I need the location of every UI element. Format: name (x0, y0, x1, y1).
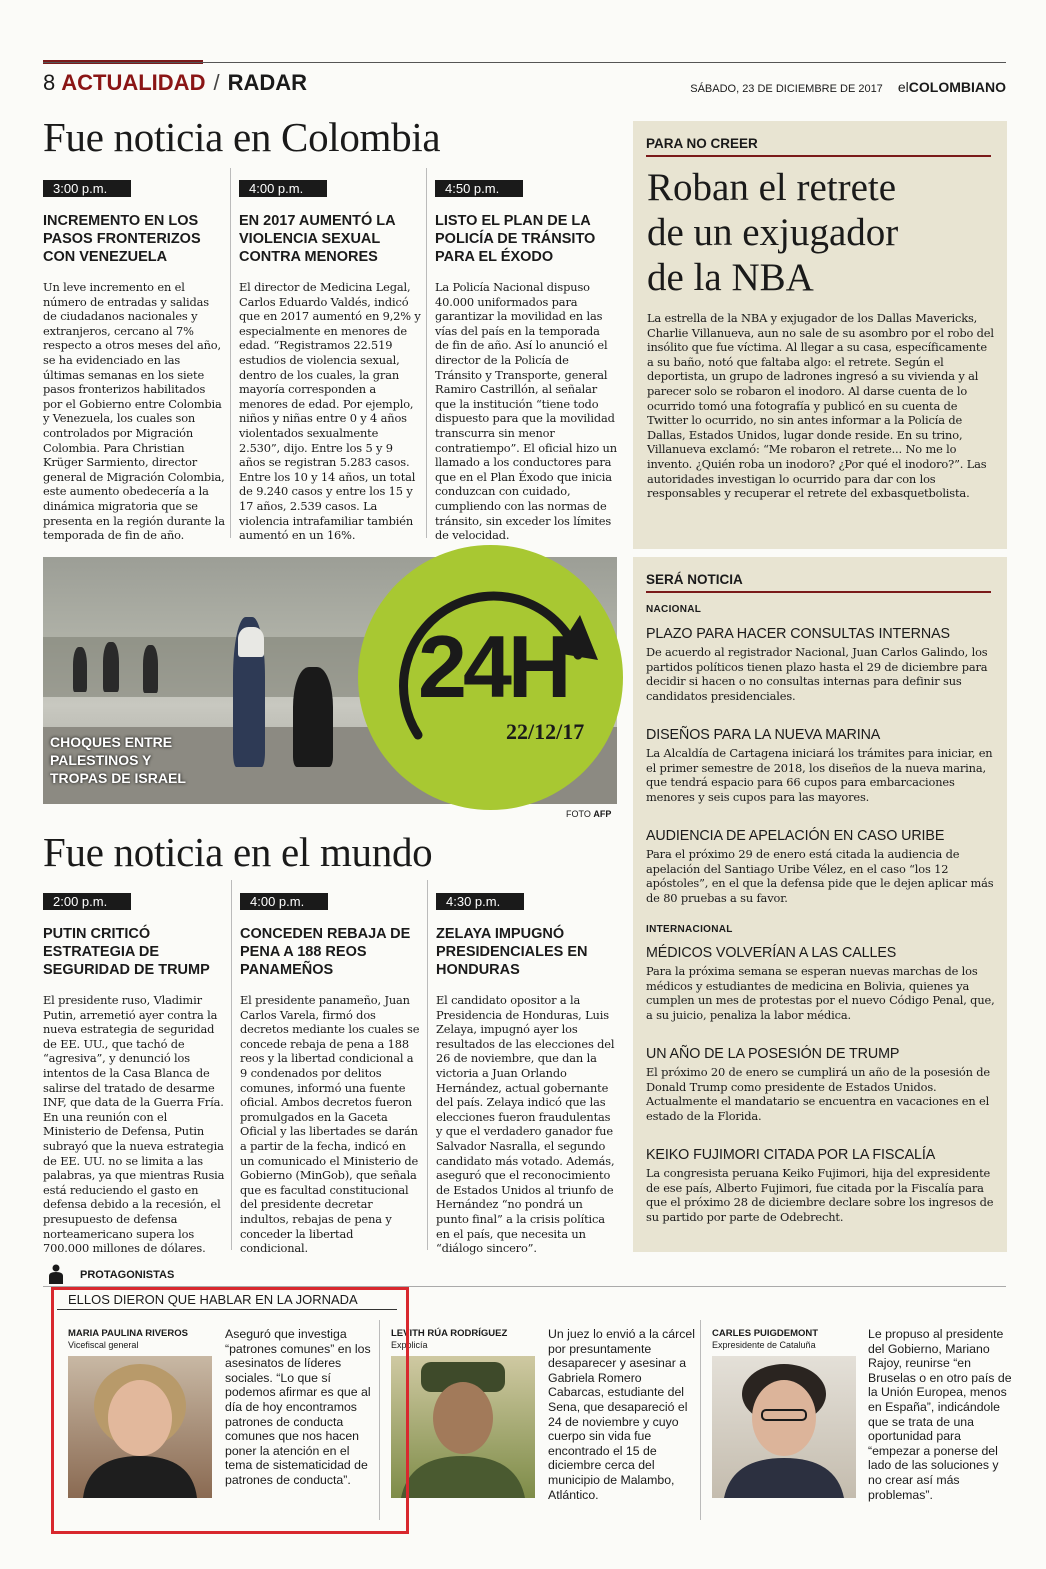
article-body: El presidente panameño, Juan Carlos Varela, firmó dos decretos mediante los cuales se concede rebaja de pena a 188 reos y la libertad condicional a 9 condenados por delitos comunes, informó una fuente oficial. Ambos decretos fueron promulgados en la Gaceta Oficial y las libertades se darán a partir de la fecha, indicó en un comunicado el Ministerio de Gobierno (MinGob), que señala que es facultad constitucional del presidente decretar indultos, rebajas de pena y conceder la libertad condicional. (240, 993, 420, 1256)
column-divider (426, 168, 427, 538)
item-title: KEIKO FUJIMORI CITADA POR LA FISCALÍA (646, 1147, 936, 1163)
sera-noticia-item (646, 727, 996, 804)
article-headline: EN 2017 AUMENTÓ LA VIOLENCIA SEXUAL CONTRA MENORES (239, 213, 396, 265)
time-badge: 4:30 p.m. (436, 893, 524, 910)
sera-noticia-box (633, 557, 1007, 1252)
item-body: La Alcaldía de Cartagena iniciará los trámites para iniciar, en el primer semestre de 2018, los diseños de la nueva marina, que tendrá espacio para 66 cupos para embarcaciones menores y seis cupos para las mayores. (646, 746, 993, 804)
person-icon (48, 1264, 64, 1284)
badge-date: 22/12/17 (506, 719, 585, 744)
sera-noticia-item (646, 1046, 996, 1123)
photo-background-wall (43, 637, 403, 697)
article-body: El candidato opositor a la Presidencia de Honduras, Luis Zelaya, impugnó ayer los resultados de las elecciones del 26 de noviembre, que dan la victoria a Juan Orlando Hernández, actual gobernante del país. Zelaya indicó que las elecciones fueron fraudulentas y que el verdadero ganador fue Salvador Nasralla, el segundo candidato más votado. Además, aseguró que el reconocimiento de Estados Unidos al triunfo de Hernández “no pondrá un punto final” a la crisis política en el país, que necesita un “diálogo sincero”. (436, 993, 615, 1256)
mundo-article-2 (240, 891, 421, 1256)
brand-logo: elCOLOMBIANO (897, 79, 1006, 95)
person-role: Expolicía (391, 1340, 428, 1350)
page-number: 8 (43, 70, 56, 95)
colombia-article-2 (239, 178, 422, 543)
protagonistas-label: PROTAGONISTAS (80, 1269, 175, 1281)
issue-date: SÁBADO, 23 DE DICIEMBRE DE 2017 (690, 83, 883, 95)
subsection-name: RADAR (227, 70, 308, 95)
protagonistas-subtitle: ELLOS DIERON QUE HABLAR EN LA JORNADA (68, 1292, 358, 1307)
article-body: Un leve incremento en el número de entradas y salidas de ciudadanos nacionales y extranjeros, cercano al 7% respecto a otros meses del año, se ha evidenciado en las últimas semanas en los siete pasos fronterizos habilitados por el Gobierno entre Colombia y Venezuela, los cuales son controlados por Migración Colombia. Para Christian Krüger Sarmiento, director general de Migración Colombia, este aumento obedecería a la dinámica migratoria que se presenta en la región durante la temporada de fin de año. (43, 280, 225, 543)
article-headline: INCREMENTO EN LOS PASOS FRONTERIZOS CON VENEZUELA (43, 213, 201, 265)
colombia-article-3 (435, 178, 617, 543)
item-title: DISEÑOS PARA LA NUEVA MARINA (646, 727, 881, 743)
colombia-title: Fue noticia en Colombia (43, 114, 441, 160)
box-label: SERÁ NOTICIA (646, 572, 743, 587)
sera-noticia-item (646, 828, 996, 905)
item-body: Para la próxima semana se esperan nuevas marchas de los médicos y estudiantes de medicina en Bolivia, quienes ya cumplen un mes de protestas por el nuevo Código Penal, que, a su juicio, penaliza la labor médica. (646, 964, 995, 1022)
box-label: PARA NO CREER (646, 136, 758, 151)
sera-noticia-item (646, 1147, 996, 1224)
item-title: AUDIENCIA DE APELACIÓN EN CASO URIBE (646, 828, 945, 844)
person-role: Vicefiscal general (68, 1340, 139, 1350)
item-body: Para el próximo 29 de enero está citada la audiencia de apelación del Santiago Uribe Vélez, en el caso “los 12 apóstoles”, en el que la defensa pide que le dejen aplicar más de 80 pruebas a su favor. (646, 847, 994, 905)
photo-figure (103, 642, 119, 692)
column-divider (230, 168, 231, 538)
para-no-creer-box (633, 121, 1007, 549)
portrait-illustration (712, 1356, 856, 1498)
photo-figure (143, 645, 158, 693)
item-title: MÉDICOS VOLVERÍAN A LAS CALLES (646, 945, 897, 961)
box-rule (646, 591, 991, 593)
time-badge: 2:00 p.m. (43, 893, 131, 910)
badge-text: 24H (418, 617, 568, 716)
mundo-article-1 (43, 891, 226, 1256)
24h-badge (358, 545, 623, 810)
person-name: LEVITH RÚA RODRÍGUEZ (391, 1328, 508, 1339)
item-body: De acuerdo al registrador Nacional, Juan Carlos Galindo, los partidos políticos tienen plazo hasta el 29 de diciembre para decidir si hacen o no consultas internas para definir sus candidatos presidenciales. (646, 645, 988, 703)
section-divider: / (213, 70, 220, 95)
region-label-internacional: INTERNACIONAL (646, 924, 733, 935)
article-body: La Policía Nacional dispuso 40.000 uniformados para garantizar la movilidad en las vías del país en la temporada de fin de año. Así lo anunció el director de la Policía de Tránsito y Transporte, general Ramiro Castrillón, al señalar que la institución “tiene todo dispuesto para que la movilidad transcurra sin menor contratiempo”. El oficial hizo un llamado a los conductores para que en el Plan Éxodo que inicia conduzcan con cuidado, cumpliendo con las normas de tránsito, sin exceder los límites de velocidad. (435, 280, 617, 543)
column-divider (700, 1320, 701, 1520)
photo-figure (238, 627, 264, 657)
article-body: El presidente ruso, Vladimir Putin, arremetió ayer contra la nueva estrategia de seguridad de EE. UU., que tachó de “agresiva”, y denunció los intentos de la Casa Blanca de salirse del tratado de desarme INF, que data de la Guerra Fría. En una reunión con el Ministerio de Defensa, Putin subrayó que la nueva estrategia de EE. UU. no se limita a las palabras, ya que mientras Rusia está reduciendo el gasto en defensa debido a la recesión, el presupuesto de defensa norteamericano supera los 700.000 millones de dólares. (43, 993, 225, 1256)
item-body: La congresista peruana Keiko Fujimori, hija del expresidente de ese país, Alberto Fujimori, fue citada por la Fiscalía para que el próximo 28 de diciembre declare sobre los ingresos de su partido por parte de Odebrecht. (646, 1166, 994, 1224)
article-headline: PUTIN CRITICÓ ESTRATEGIA DE SEGURIDAD DE TRUMP (43, 926, 210, 978)
header-rule (43, 62, 1006, 63)
box-headline: Roban el retrete de un exjugador de la NBA (647, 166, 899, 299)
mundo-article-3 (436, 891, 617, 1256)
article-body: El director de Medicina Legal, Carlos Eduardo Valdés, indicó que en 2017 aumentó en 9,2% y especialmente en menores de edad. “Registramos 22.519 estudios de violencia sexual, dentro de los cuales, la gran mayoría corresponden a menores de edad. Por ejemplo, niños y niñas entre 0 y 4 años violentados sexualmente 2.530”, dijo. Entre los 5 y 9 años se registran 5.283 casos. Entre los 10 y 14 años, un total de 9.240 casos y entre los 15 y 17 años, 2.539 casos. La violencia intrafamiliar también aumentó en un 16%. (239, 280, 421, 543)
photo-credit: FOTO AFP (566, 809, 612, 819)
time-badge: 4:00 p.m. (239, 180, 327, 197)
portrait-illustration (391, 1356, 535, 1498)
column-divider (427, 880, 428, 1250)
person-quote: Le propuso al presidente del Gobierno, Mariano Rajoy, reunirse “en Bruselas o en otro país de la Unión Europea, menos en España”, indicándole que se trata de una oportunidad para “empezar a ponerse del lado de las soluciones y no crear así más problemas”. (868, 1327, 1012, 1502)
person-quote: Aseguró que investiga “patrones comunes” en los asesinatos de líderes sociales. “Lo que sí podemos afirmar es que al día de hoy encontramos patrones de conducta comunes que nos hacen poner la atención en el tema de sistematicidad de patrones de conducta”. (225, 1327, 371, 1487)
time-badge: 4:50 p.m. (435, 180, 523, 197)
colombia-article-1 (43, 178, 225, 543)
sera-noticia-item (646, 626, 996, 703)
box-body: La estrella de la NBA y exjugador de los Dallas Mavericks, Charlie Villanueva, aun no sale de su asombro por el robo del insólito que fue víctima. Al llegar a su casa, específicamente a su baño, notó que faltaba algo: el retrete. Según el deportista, un grupo de ladrones ingresó a su vivienda y al parecer solo se robaron el inodoro. Al darse cuenta de lo ocurrido tomó una fotografía y publicó en su cuenta de Twitter lo ocurrido, no sin antes informar a la Policía de Dallas, Estados Unidos, lugar donde reside. En su trino, Villanueva exclamó: “Me robaron el retrete... No me lo invento. ¿Quién roba un inodoro? ¿Por qué el inodoro?”. Las autoridades investigan lo ocurrido para dar con los responsables y recuperar el retrete del exbasquetbolista. (647, 311, 994, 501)
box-rule (646, 155, 991, 157)
sera-noticia-item (646, 945, 996, 1022)
person-photo (391, 1356, 535, 1498)
masthead (690, 79, 1006, 95)
photo-caption: CHOQUES ENTRE PALESTINOS Y TROPAS DE ISRAEL (50, 734, 186, 786)
time-badge: 3:00 p.m. (43, 180, 131, 197)
article-headline: LISTO EL PLAN DE LA POLICÍA DE TRÁNSITO PARA EL ÉXODO (435, 213, 596, 265)
article-headline: CONCEDEN REBAJA DE PENA A 188 REOS PANAMEÑOS (240, 926, 411, 978)
mundo-title: Fue noticia en el mundo (43, 829, 433, 875)
photo-figure (73, 647, 87, 692)
highlight-box (51, 1287, 409, 1534)
photo-figure (293, 667, 333, 767)
item-title: PLAZO PARA HACER CONSULTAS INTERNAS (646, 626, 950, 642)
person-role: Expresidente de Cataluña (712, 1340, 816, 1350)
time-badge: 4:00 p.m. (240, 893, 328, 910)
column-divider (231, 880, 232, 1250)
section-header (43, 70, 307, 96)
person-photo (712, 1356, 856, 1498)
item-title: UN AÑO DE LA POSESIÓN DE TRUMP (646, 1046, 900, 1062)
region-label-nacional: NACIONAL (646, 604, 702, 615)
section-name: ACTUALIDAD (61, 70, 206, 95)
article-headline: ZELAYA IMPUGNÓ PRESIDENCIALES EN HONDURAS (436, 926, 588, 978)
person-name: MARIA PAULINA RIVEROS (68, 1328, 188, 1339)
person-name: CARLES PUIGDEMONT (712, 1328, 819, 1339)
item-body: El próximo 20 de enero se cumplirá un año de la posesión de Donald Trump como presidente de Estados Unidos. Actualmente el mandatario se encuentra en vacaciones en el estado de la Florida. (646, 1065, 991, 1123)
person-quote: Un juez lo envió a la cárcel por presuntamente desaparecer y asesinar a Gabriela Romero Cabarcas, estudiante del Sena, que desapareció el 24 de noviembre y cuyo cuerpo sin vida fue encontrado el 15 de diciembre cerca del municipio de Malambo, Atlántico. (548, 1327, 695, 1502)
